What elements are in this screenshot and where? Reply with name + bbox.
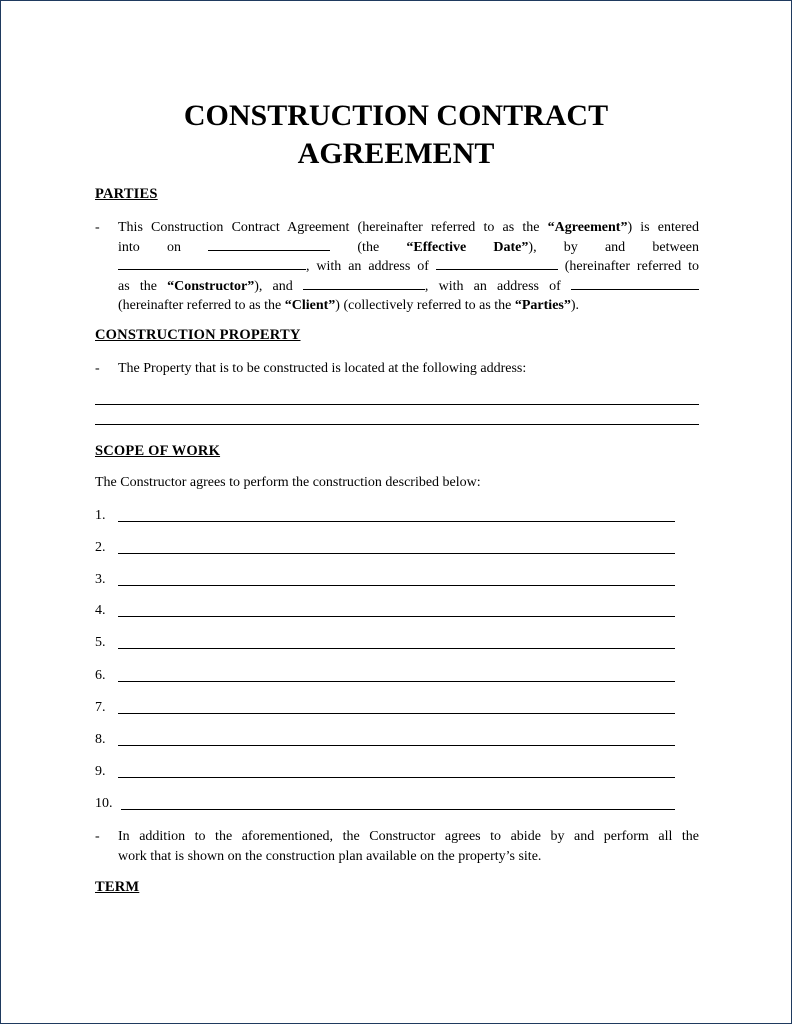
bullet-dash: -: [95, 361, 100, 376]
property-address-line-2[interactable]: [95, 424, 699, 425]
scope-item-blank[interactable]: [118, 616, 675, 617]
title-line-1: CONSTRUCTION CONTRACT: [183, 99, 609, 132]
scope-item-blank[interactable]: [118, 648, 675, 649]
scope-item-blank[interactable]: [118, 777, 675, 778]
effective-date-blank[interactable]: [208, 249, 330, 251]
scope-item-blank[interactable]: [118, 553, 675, 554]
item-number: 3.: [95, 572, 106, 587]
scope-closing-line-2: work that is shown on the construction plan available on the property’s site.: [118, 848, 542, 864]
parties-line-5: (hereinafter referred to as the “Client”) (collectively referred to as the “Parties”).: [118, 298, 580, 313]
item-number: 1.: [95, 508, 106, 523]
term-heading: TERM: [95, 879, 140, 895]
document-title: [1, 97, 791, 173]
item-number: 6.: [95, 668, 106, 683]
bullet-dash: -: [95, 220, 100, 235]
parties-heading: PARTIES: [95, 186, 158, 202]
item-number: 5.: [95, 635, 106, 650]
scope-item-blank[interactable]: [118, 713, 675, 714]
client-address-blank[interactable]: [571, 288, 699, 290]
parties-line-2: into on (the “Effective Date”), by and between: [118, 239, 700, 255]
client-name-blank[interactable]: [303, 288, 425, 290]
scope-item-blank[interactable]: [121, 809, 675, 810]
bullet-dash: -: [95, 829, 100, 844]
parties-line-3: , with an address of (hereinafter referred to: [118, 257, 699, 277]
item-number: 2.: [95, 540, 106, 555]
property-address-line-1[interactable]: [95, 404, 699, 405]
scope-item-blank[interactable]: [118, 585, 675, 586]
item-number: 7.: [95, 700, 106, 715]
title-line-2: AGREEMENT: [297, 137, 495, 170]
property-text: The Property that is to be constructed is located at the following address:: [118, 361, 527, 376]
parties-line-1: This Construction Contract Agreement (hereinafter referred to as the “Agreement”) is entered: [118, 220, 699, 235]
scope-item-blank[interactable]: [118, 681, 675, 682]
item-number: 8.: [95, 732, 106, 747]
scope-item-blank[interactable]: [118, 521, 675, 522]
property-heading: CONSTRUCTION PROPERTY: [95, 327, 301, 343]
scope-closing-line-1: In addition to the aforementioned, the Constructor agrees to abide by and perform all the: [118, 829, 699, 844]
item-number: 10.: [95, 796, 113, 811]
scope-intro: The Constructor agrees to perform the construction described below:: [95, 475, 481, 490]
item-number: 4.: [95, 603, 106, 618]
constructor-address-blank[interactable]: [436, 268, 558, 270]
scope-item-blank[interactable]: [118, 745, 675, 746]
parties-line-4: as the “Constructor”), and , with an address of: [118, 277, 699, 297]
constructor-name-blank[interactable]: [118, 268, 306, 270]
item-number: 9.: [95, 764, 106, 779]
scope-heading: SCOPE OF WORK: [95, 443, 221, 459]
